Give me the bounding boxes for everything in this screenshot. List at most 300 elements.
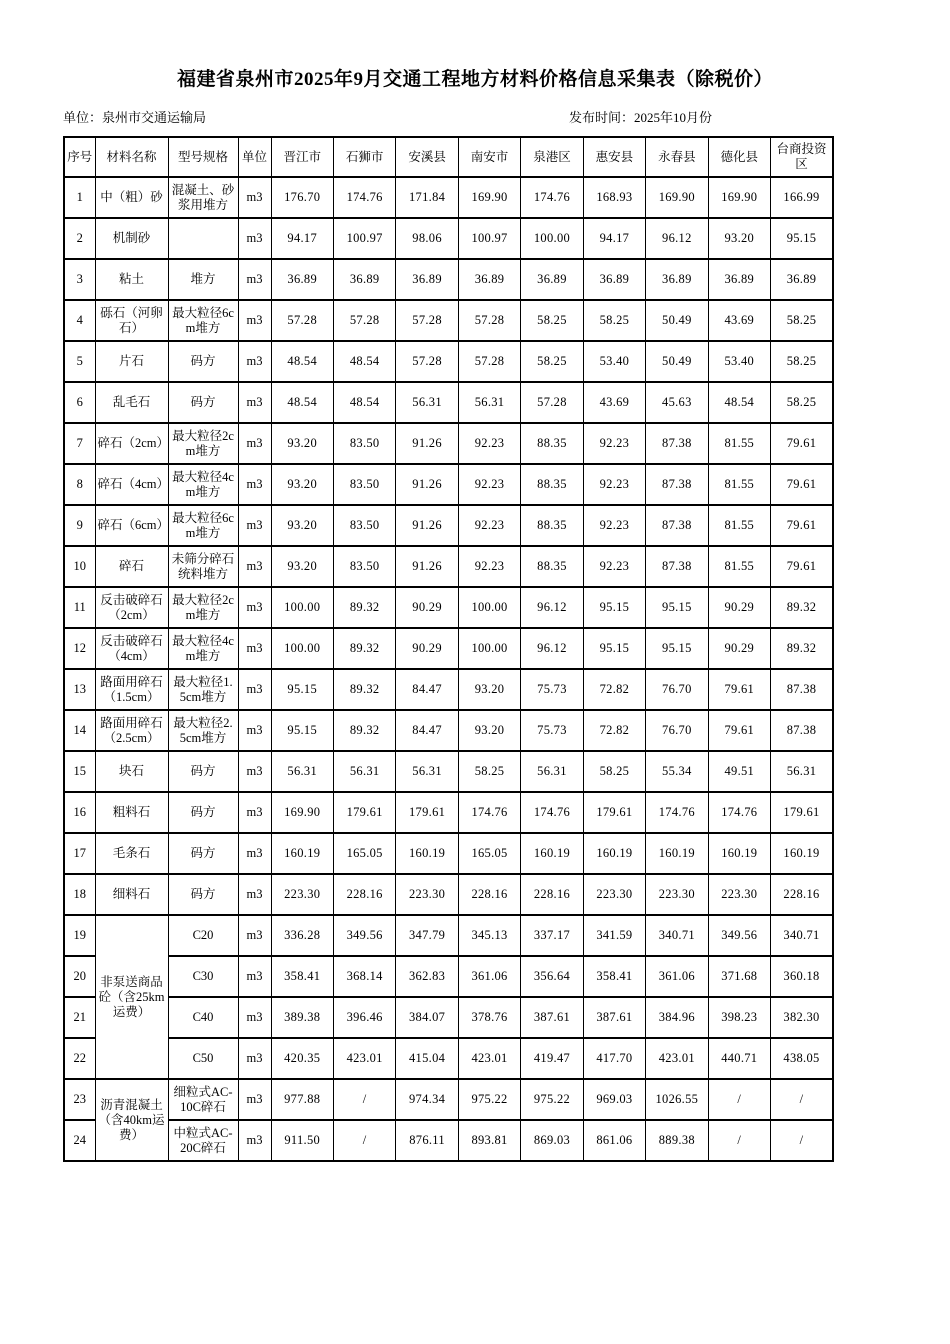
cell-price: 87.38 — [646, 505, 708, 546]
cell-serial-number: 15 — [64, 751, 95, 792]
cell-price: 36.89 — [396, 259, 458, 300]
cell-price: 349.56 — [708, 915, 770, 956]
cell-unit: m3 — [238, 382, 271, 423]
cell-price: 36.89 — [646, 259, 708, 300]
cell-price: 368.14 — [333, 956, 395, 997]
cell-price: 977.88 — [271, 1079, 333, 1120]
column-header-9: 惠安县 — [583, 137, 645, 177]
cell-serial-number: 1 — [64, 177, 95, 218]
cell-price: 58.25 — [771, 341, 834, 382]
cell-spec: 码方 — [168, 833, 238, 874]
cell-material-name: 碎石（4cm） — [95, 464, 168, 505]
cell-price: 179.61 — [333, 792, 395, 833]
cell-price: 911.50 — [271, 1120, 333, 1161]
cell-serial-number: 10 — [64, 546, 95, 587]
cell-price: 336.28 — [271, 915, 333, 956]
cell-spec: 码方 — [168, 792, 238, 833]
cell-material-name: 中（粗）砂 — [95, 177, 168, 218]
cell-price: 83.50 — [333, 464, 395, 505]
cell-price: 975.22 — [521, 1079, 583, 1120]
cell-price: 95.15 — [271, 669, 333, 710]
cell-material-name: 路面用碎石（1.5cm） — [95, 669, 168, 710]
cell-price: / — [771, 1120, 834, 1161]
cell-price: 96.12 — [646, 218, 708, 259]
cell-serial-number: 9 — [64, 505, 95, 546]
cell-price: 358.41 — [583, 956, 645, 997]
cell-price: 100.00 — [458, 628, 520, 669]
cell-price: 95.15 — [646, 587, 708, 628]
cell-price: 169.90 — [271, 792, 333, 833]
cell-material-name: 碎石（2cm） — [95, 423, 168, 464]
cell-price: 176.70 — [271, 177, 333, 218]
cell-price: 90.29 — [396, 587, 458, 628]
cell-price: 95.15 — [646, 628, 708, 669]
cell-price: 378.76 — [458, 997, 520, 1038]
cell-material-name: 路面用碎石（2.5cm） — [95, 710, 168, 751]
cell-spec: 码方 — [168, 341, 238, 382]
cell-spec: 最大粒径2cm堆方 — [168, 423, 238, 464]
cell-serial-number: 23 — [64, 1079, 95, 1120]
table-row — [64, 382, 833, 423]
table-row — [64, 177, 833, 218]
cell-price: 53.40 — [708, 341, 770, 382]
cell-price: 84.47 — [396, 669, 458, 710]
table-row — [64, 464, 833, 505]
meta-row — [63, 107, 834, 126]
cell-material-name: 碎石 — [95, 546, 168, 587]
cell-spec: 中粒式AC-20C碎石 — [168, 1120, 238, 1161]
table-row — [64, 1120, 833, 1161]
cell-price: 57.28 — [333, 300, 395, 341]
column-header-1: 材料名称 — [95, 137, 168, 177]
cell-serial-number: 19 — [64, 915, 95, 956]
table-row — [64, 300, 833, 341]
cell-unit: m3 — [238, 915, 271, 956]
cell-price: 171.84 — [396, 177, 458, 218]
cell-price: 387.61 — [521, 997, 583, 1038]
cell-price: 36.89 — [333, 259, 395, 300]
cell-price: 75.73 — [521, 710, 583, 751]
cell-material-name: 碎石（6cm） — [95, 505, 168, 546]
cell-price: 358.41 — [271, 956, 333, 997]
cell-spec: C40 — [168, 997, 238, 1038]
cell-serial-number: 13 — [64, 669, 95, 710]
cell-unit: m3 — [238, 341, 271, 382]
cell-spec: C20 — [168, 915, 238, 956]
table-row — [64, 710, 833, 751]
column-header-12: 台商投资区 — [771, 137, 834, 177]
cell-spec: 未筛分碎石统料堆方 — [168, 546, 238, 587]
cell-price: 398.23 — [708, 997, 770, 1038]
cell-price: 76.70 — [646, 669, 708, 710]
cell-price: 92.23 — [458, 546, 520, 587]
cell-price: 87.38 — [771, 669, 834, 710]
cell-price: 345.13 — [458, 915, 520, 956]
cell-price: 84.47 — [396, 710, 458, 751]
cell-price: 91.26 — [396, 546, 458, 587]
table-row — [64, 259, 833, 300]
cell-serial-number: 2 — [64, 218, 95, 259]
table-row — [64, 218, 833, 259]
cell-price: 228.16 — [333, 874, 395, 915]
cell-price: 340.71 — [646, 915, 708, 956]
cell-price: 48.54 — [333, 341, 395, 382]
cell-price: 347.79 — [396, 915, 458, 956]
cell-price: 96.12 — [521, 587, 583, 628]
cell-price: 58.25 — [521, 341, 583, 382]
cell-price: 94.17 — [271, 218, 333, 259]
cell-material-name: 片石 — [95, 341, 168, 382]
cell-price: 57.28 — [271, 300, 333, 341]
cell-price: 423.01 — [458, 1038, 520, 1079]
cell-price: 89.32 — [333, 628, 395, 669]
cell-price: 95.15 — [583, 628, 645, 669]
table-row — [64, 874, 833, 915]
cell-price: 179.61 — [583, 792, 645, 833]
cell-price: 93.20 — [271, 464, 333, 505]
cell-price: 48.54 — [333, 382, 395, 423]
cell-unit: m3 — [238, 587, 271, 628]
cell-unit: m3 — [238, 218, 271, 259]
cell-price: 90.29 — [708, 587, 770, 628]
cell-price: 160.19 — [521, 833, 583, 874]
cell-material-name: 沥青混凝土（含40km运费） — [95, 1079, 168, 1161]
cell-price: 48.54 — [708, 382, 770, 423]
cell-price: 58.25 — [583, 751, 645, 792]
cell-price: / — [708, 1079, 770, 1120]
column-header-7: 南安市 — [458, 137, 520, 177]
cell-price: 969.03 — [583, 1079, 645, 1120]
cell-spec: 码方 — [168, 751, 238, 792]
cell-price: 36.89 — [771, 259, 834, 300]
cell-material-name: 反击破碎石（4cm） — [95, 628, 168, 669]
cell-price: 92.23 — [583, 464, 645, 505]
cell-price: 100.00 — [271, 587, 333, 628]
cell-price: 174.76 — [708, 792, 770, 833]
cell-price: 168.93 — [583, 177, 645, 218]
column-header-5: 石狮市 — [333, 137, 395, 177]
cell-unit: m3 — [238, 751, 271, 792]
cell-price: 861.06 — [583, 1120, 645, 1161]
cell-price: 419.47 — [521, 1038, 583, 1079]
cell-spec: 最大粒径4cm堆方 — [168, 464, 238, 505]
cell-price: 423.01 — [646, 1038, 708, 1079]
cell-price: 223.30 — [583, 874, 645, 915]
cell-price: 58.25 — [458, 751, 520, 792]
cell-unit: m3 — [238, 956, 271, 997]
cell-price: 974.34 — [396, 1079, 458, 1120]
cell-price: 95.15 — [271, 710, 333, 751]
cell-serial-number: 3 — [64, 259, 95, 300]
cell-price: 92.23 — [583, 505, 645, 546]
cell-price: 53.40 — [583, 341, 645, 382]
cell-spec: 最大粒径4cm堆方 — [168, 628, 238, 669]
cell-unit: m3 — [238, 300, 271, 341]
cell-price: 92.23 — [583, 546, 645, 587]
cell-price: 58.25 — [583, 300, 645, 341]
cell-price: 43.69 — [708, 300, 770, 341]
cell-material-name: 块石 — [95, 751, 168, 792]
cell-price: 174.76 — [333, 177, 395, 218]
cell-price: 57.28 — [521, 382, 583, 423]
cell-price: 341.59 — [583, 915, 645, 956]
cell-serial-number: 11 — [64, 587, 95, 628]
table-row — [64, 956, 833, 997]
cell-price: 89.32 — [771, 628, 834, 669]
cell-price: 83.50 — [333, 423, 395, 464]
cell-price: 94.17 — [583, 218, 645, 259]
cell-price: 160.19 — [646, 833, 708, 874]
table-row — [64, 546, 833, 587]
cell-spec: 最大粒径6cm堆方 — [168, 505, 238, 546]
cell-price: 72.82 — [583, 710, 645, 751]
cell-price: 93.20 — [271, 423, 333, 464]
table-row — [64, 587, 833, 628]
cell-material-name: 毛条石 — [95, 833, 168, 874]
cell-price: 89.32 — [333, 710, 395, 751]
cell-price: 389.38 — [271, 997, 333, 1038]
cell-price: 81.55 — [708, 546, 770, 587]
cell-spec: 混凝土、砂浆用堆方 — [168, 177, 238, 218]
cell-price: 160.19 — [583, 833, 645, 874]
column-header-3: 单位 — [238, 137, 271, 177]
cell-price: 81.55 — [708, 423, 770, 464]
cell-price: 100.97 — [333, 218, 395, 259]
table-row — [64, 833, 833, 874]
cell-price: 160.19 — [708, 833, 770, 874]
cell-price: 36.89 — [458, 259, 520, 300]
table-row — [64, 423, 833, 464]
cell-price: 396.46 — [333, 997, 395, 1038]
cell-price: 975.22 — [458, 1079, 520, 1120]
cell-price: 36.89 — [521, 259, 583, 300]
cell-price: 174.76 — [521, 177, 583, 218]
cell-price: 57.28 — [458, 300, 520, 341]
cell-price: 79.61 — [771, 505, 834, 546]
cell-price: 56.31 — [458, 382, 520, 423]
cell-price: 79.61 — [771, 464, 834, 505]
cell-price: 223.30 — [646, 874, 708, 915]
cell-serial-number: 7 — [64, 423, 95, 464]
cell-price: 90.29 — [396, 628, 458, 669]
cell-serial-number: 4 — [64, 300, 95, 341]
cell-price: 79.61 — [771, 423, 834, 464]
cell-spec: 最大粒径1.5cm堆方 — [168, 669, 238, 710]
cell-price: 43.69 — [583, 382, 645, 423]
cell-price: 228.16 — [458, 874, 520, 915]
cell-price: 93.20 — [708, 218, 770, 259]
cell-price: 88.35 — [521, 423, 583, 464]
cell-price: 56.31 — [521, 751, 583, 792]
cell-price: 75.73 — [521, 669, 583, 710]
cell-price: 48.54 — [271, 341, 333, 382]
column-header-0: 序号 — [64, 137, 95, 177]
cell-price: 58.25 — [521, 300, 583, 341]
cell-price: 420.35 — [271, 1038, 333, 1079]
table-row — [64, 505, 833, 546]
cell-price: 89.32 — [333, 669, 395, 710]
cell-serial-number: 18 — [64, 874, 95, 915]
cell-price: 87.38 — [646, 464, 708, 505]
cell-price: 50.49 — [646, 300, 708, 341]
cell-price: 1026.55 — [646, 1079, 708, 1120]
cell-price: 56.31 — [396, 382, 458, 423]
cell-price: 360.18 — [771, 956, 834, 997]
cell-price: 92.23 — [458, 505, 520, 546]
cell-serial-number: 6 — [64, 382, 95, 423]
cell-price: 90.29 — [708, 628, 770, 669]
table-row — [64, 669, 833, 710]
cell-price: 362.83 — [396, 956, 458, 997]
cell-spec: 最大粒径2.5cm堆方 — [168, 710, 238, 751]
cell-price: 98.06 — [396, 218, 458, 259]
cell-price: 100.00 — [458, 587, 520, 628]
cell-unit: m3 — [238, 1038, 271, 1079]
cell-price: 87.38 — [771, 710, 834, 751]
cell-price: 58.25 — [771, 382, 834, 423]
cell-price: 79.61 — [771, 546, 834, 587]
cell-price: 169.90 — [458, 177, 520, 218]
cell-serial-number: 20 — [64, 956, 95, 997]
cell-spec — [168, 218, 238, 259]
cell-unit: m3 — [238, 423, 271, 464]
cell-price: 93.20 — [458, 669, 520, 710]
table-row — [64, 1038, 833, 1079]
cell-price: 166.99 — [771, 177, 834, 218]
cell-unit: m3 — [238, 1120, 271, 1161]
cell-price: 356.64 — [521, 956, 583, 997]
cell-price: 93.20 — [271, 505, 333, 546]
cell-price: 349.56 — [333, 915, 395, 956]
cell-unit: m3 — [238, 874, 271, 915]
cell-price: 96.12 — [521, 628, 583, 669]
cell-unit: m3 — [238, 710, 271, 751]
cell-price: 89.32 — [771, 587, 834, 628]
cell-price: 361.06 — [458, 956, 520, 997]
issuing-unit-label: 单位：泉州市交通运输局 — [63, 110, 207, 125]
cell-price: 337.17 — [521, 915, 583, 956]
cell-price: 415.04 — [396, 1038, 458, 1079]
material-price-table — [63, 136, 834, 1162]
cell-material-name: 乱毛石 — [95, 382, 168, 423]
cell-price: 56.31 — [333, 751, 395, 792]
cell-unit: m3 — [238, 997, 271, 1038]
cell-price: 100.97 — [458, 218, 520, 259]
cell-price: 382.30 — [771, 997, 834, 1038]
cell-price: 384.96 — [646, 997, 708, 1038]
cell-price: 87.38 — [646, 423, 708, 464]
cell-price: 893.81 — [458, 1120, 520, 1161]
cell-price: 869.03 — [521, 1120, 583, 1161]
cell-unit: m3 — [238, 792, 271, 833]
cell-price: 83.50 — [333, 546, 395, 587]
cell-spec: 码方 — [168, 874, 238, 915]
cell-price: 91.26 — [396, 423, 458, 464]
table-row — [64, 751, 833, 792]
cell-price: 169.90 — [708, 177, 770, 218]
cell-price: 92.23 — [458, 464, 520, 505]
cell-price: 55.34 — [646, 751, 708, 792]
cell-price: 88.35 — [521, 546, 583, 587]
cell-serial-number: 8 — [64, 464, 95, 505]
cell-price: 56.31 — [271, 751, 333, 792]
cell-price: 91.26 — [396, 464, 458, 505]
cell-price: 100.00 — [521, 218, 583, 259]
cell-price: 49.51 — [708, 751, 770, 792]
table-row — [64, 1079, 833, 1120]
table-row — [64, 628, 833, 669]
cell-material-name: 非泵送商品砼（含25km运费） — [95, 915, 168, 1079]
cell-spec: 细粒式AC-10C碎石 — [168, 1079, 238, 1120]
cell-unit: m3 — [238, 669, 271, 710]
cell-price: 93.20 — [271, 546, 333, 587]
cell-price: 36.89 — [583, 259, 645, 300]
cell-serial-number: 24 — [64, 1120, 95, 1161]
cell-price: 179.61 — [396, 792, 458, 833]
cell-price: 92.23 — [583, 423, 645, 464]
cell-price: / — [771, 1079, 834, 1120]
cell-material-name: 反击破碎石（2cm） — [95, 587, 168, 628]
cell-price: 36.89 — [708, 259, 770, 300]
table-row — [64, 792, 833, 833]
cell-unit: m3 — [238, 505, 271, 546]
table-row — [64, 997, 833, 1038]
cell-price: 174.76 — [521, 792, 583, 833]
cell-price: 56.31 — [771, 751, 834, 792]
cell-unit: m3 — [238, 628, 271, 669]
cell-price: 45.63 — [646, 382, 708, 423]
cell-serial-number: 14 — [64, 710, 95, 751]
cell-material-name: 粘土 — [95, 259, 168, 300]
cell-material-name: 细料石 — [95, 874, 168, 915]
table-header-row — [64, 137, 833, 177]
cell-serial-number: 21 — [64, 997, 95, 1038]
cell-spec: 最大粒径6cm堆方 — [168, 300, 238, 341]
cell-price: 160.19 — [396, 833, 458, 874]
cell-spec: C50 — [168, 1038, 238, 1079]
page-title: 福建省泉州市2025年9月交通工程地方材料价格信息采集表（除税价） — [176, 69, 773, 90]
cell-price: 79.61 — [708, 710, 770, 751]
cell-serial-number: 22 — [64, 1038, 95, 1079]
cell-unit: m3 — [238, 177, 271, 218]
publish-date-label: 发布时间：2025年10月份 — [568, 110, 712, 125]
column-header-6: 安溪县 — [396, 137, 458, 177]
cell-price: 81.55 — [708, 505, 770, 546]
cell-price: 57.28 — [396, 300, 458, 341]
cell-serial-number: 5 — [64, 341, 95, 382]
cell-spec: 最大粒径2cm堆方 — [168, 587, 238, 628]
cell-price: 228.16 — [521, 874, 583, 915]
cell-price: 36.89 — [271, 259, 333, 300]
column-header-11: 德化县 — [708, 137, 770, 177]
cell-unit: m3 — [238, 833, 271, 874]
cell-price: 88.35 — [521, 505, 583, 546]
cell-price: 174.76 — [458, 792, 520, 833]
cell-price: 76.70 — [646, 710, 708, 751]
cell-spec: C30 — [168, 956, 238, 997]
cell-price: 89.32 — [333, 587, 395, 628]
cell-price: 50.49 — [646, 341, 708, 382]
table-row — [64, 341, 833, 382]
cell-serial-number: 17 — [64, 833, 95, 874]
cell-price: 48.54 — [271, 382, 333, 423]
cell-price: 223.30 — [271, 874, 333, 915]
cell-serial-number: 16 — [64, 792, 95, 833]
cell-price: 72.82 — [583, 669, 645, 710]
cell-price: 91.26 — [396, 505, 458, 546]
cell-price: 169.90 — [646, 177, 708, 218]
cell-price: 165.05 — [333, 833, 395, 874]
